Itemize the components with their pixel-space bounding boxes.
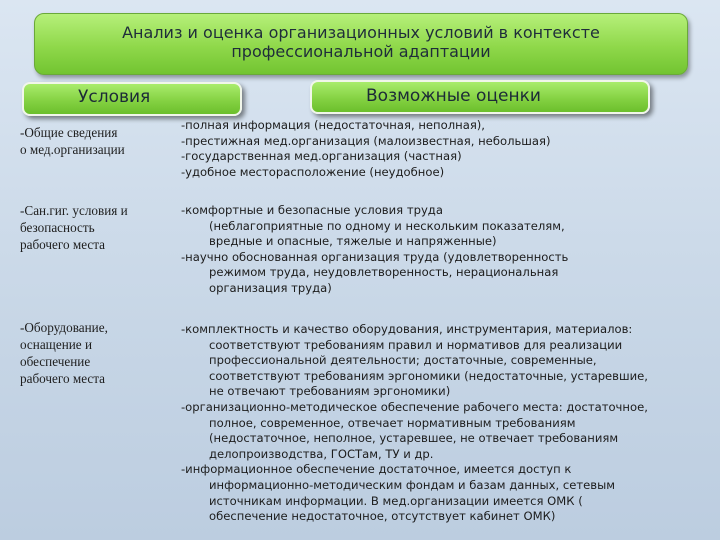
assessment-line: -информационное обеспечение достаточное, имеется доступ к [181,462,572,477]
condition-general-info [20,124,180,158]
slide-title-line-2: профессиональной адаптации [231,42,491,61]
conditions-column-header [22,82,242,116]
assessment-line: вредные и опасные, тяжелые и напряженные) [209,234,497,249]
assessment-line: соответствуют требованиям правил и нормативов для реализации [209,337,623,352]
assessment-line: -комфортные и безопасные условия труда [181,203,443,217]
condition-line: о мед.организации [20,142,125,157]
assessment-line: обеспечение недостаточное, отсутствует кабинет ОМК) [209,509,556,524]
assessment-line: не отвечают требованиям эргономики) [209,384,451,399]
assessment-line: (недостаточное, неполное, устаревшее, не отвечает требованиям [209,431,619,446]
assessment-line: делопроизводства, ГОСТам, ТУ и др. [209,446,434,461]
assessment-line: соответствуют требованиям эргономики (недостаточные, устаревшие, [209,368,648,383]
assessment-line: режимом труда, неудовлетворенность, нерациональная [209,265,559,280]
slide-title-line-1: Анализ и оценка организационных условий в контексте [122,23,600,42]
assessment-line: -престижная мед.организация (малоизвестная, небольшая) [181,133,551,148]
slide-title-banner [34,13,688,75]
condition-line: -Общие сведения [20,125,118,140]
assessment-line: (неблагоприятные по одному и нескольким показателям, [209,218,565,233]
condition-line: рабочего места [20,371,106,386]
assessments-general-info [181,118,711,180]
assessment-line: информационно-методическим фондам и базам данных, сетевым [209,477,615,492]
assessment-line: профессиональной деятельности; достаточные, современные, [209,353,597,368]
assessment-line: -удобное месторасположение (неудобное) [181,164,445,179]
conditions-header-label: Условия [78,87,151,107]
assessment-line: -организационно-методическое обеспечение рабочего места: достаточное, [181,399,648,414]
assessments-column-header [310,80,650,114]
assessment-line: -полная информация (недостаточная, неполная), [181,118,485,132]
assessment-line: источникам информации. В мед.организации имеется ОМК ( [209,493,583,508]
condition-line: -Оборудование, [20,320,108,335]
assessments-sanitary-safety [181,203,711,297]
assessments-header-label: Возможные оценки [366,86,541,106]
assessment-line: организация труда) [209,280,332,295]
assessment-line: полное, современное, отвечает нормативным требованиям [209,415,576,430]
condition-line: оснащение и [20,337,93,352]
assessment-line: -научно обоснованная организация труда (удовлетворенность [181,249,569,264]
assessment-line: -комплектность и качество оборудования, инструментария, материалов: [181,322,633,336]
assessment-line: -государственная мед.организация (частная) [181,149,462,164]
condition-sanitary-safety [20,202,180,253]
assessments-equipment [181,322,711,525]
condition-line: безопасность [20,220,95,235]
condition-equipment [20,319,180,387]
condition-line: рабочего места [20,237,106,252]
condition-line: -Сан.гиг. условия и [20,203,128,218]
condition-line: обеспечение [20,354,91,369]
